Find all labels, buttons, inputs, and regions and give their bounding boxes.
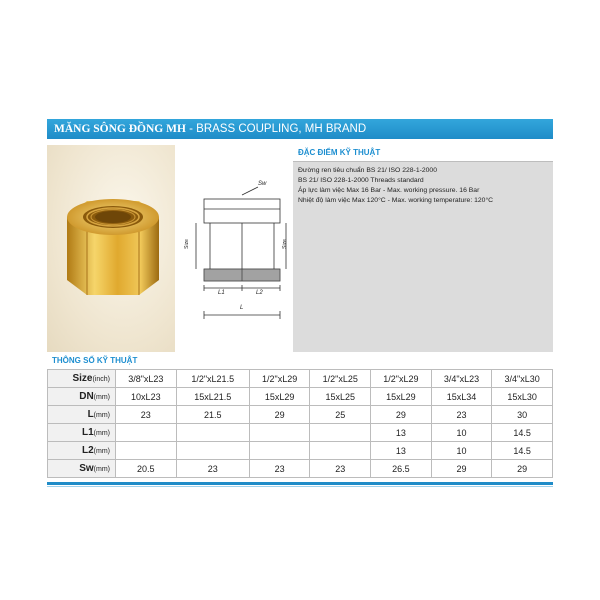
table-cell: 23 [176,460,249,478]
table-cell [310,424,371,442]
table-cell: 10 [431,424,492,442]
table-cell: 29 [371,406,432,424]
bottom-divider [47,486,553,487]
row-label-name: DN [79,391,94,402]
table-cell: 14.5 [492,424,553,442]
table-cell [116,442,177,460]
spec-line-temperature: Nhiệt độ làm việc Max 120°C - Max. working temperature: 120°C [298,197,494,204]
table-row [48,442,553,460]
size-left-label: Size [183,239,190,249]
technical-specs-panel [293,145,553,352]
bottom-accent-bar [47,482,553,485]
row-label-name: L1 [82,427,94,438]
table-cell [176,424,249,442]
row-label [48,460,116,478]
table-cell: 13 [371,424,432,442]
table-row [48,370,553,388]
table-title: THÔNG SỐ KỸ THUẬT [52,356,138,365]
l1-label: L1 [218,290,225,296]
table-cell: 23 [431,406,492,424]
table-cell: 29 [431,460,492,478]
row-label-unit: (mm) [93,466,110,473]
brass-coupling-image [47,145,175,352]
table-cell: 15xL25 [310,388,371,406]
table-cell: 20.5 [116,460,177,478]
table-cell: 3/4"xL30 [492,370,553,388]
table-cell [176,442,249,460]
table-cell: 3/4"xL23 [431,370,492,388]
table-cell: 1/2"xL21.5 [176,370,249,388]
table-cell [310,442,371,460]
table-cell: 23 [116,406,177,424]
size-right-label: Size [281,239,288,249]
table-cell: 15xL34 [431,388,492,406]
sw-label: Sw [258,181,267,187]
spec-line-pressure: Áp lực làm việc Max 16 Bar - Max. working pressure. 16 Bar [298,187,480,194]
table-cell: 1/2"xL29 [371,370,432,388]
table-cell: 23 [310,460,371,478]
table-row [48,424,553,442]
specifications-table [47,369,553,478]
table-cell: 3/8"xL23 [116,370,177,388]
row-label-name: Sw [79,463,94,474]
row-label-name: L2 [82,445,94,456]
table-cell: 15xL29 [371,388,432,406]
table-cell: 1/2"xL25 [310,370,371,388]
table-cell: 1/2"xL29 [249,370,310,388]
table-row [48,460,553,478]
specs-heading: ĐẶC ĐIỂM KỸ THUẬT [293,145,553,162]
product-photo [47,145,175,352]
row-label-name: L [87,409,94,420]
table-cell: 10xL23 [116,388,177,406]
table-cell: 29 [249,406,310,424]
row-label [48,442,116,460]
row-label-unit: (mm) [93,412,110,419]
banner-title-en: - BRASS COUPLING, MH BRAND [185,123,367,135]
table-cell: 25 [310,406,371,424]
row-label-name: Size [72,373,93,384]
row-label-unit: (inch) [92,376,110,383]
l-label: L [240,305,244,311]
table-row [48,388,553,406]
table-cell: 26.5 [371,460,432,478]
table-cell [116,424,177,442]
row-label [48,406,116,424]
l2-label: L2 [256,290,263,296]
section-banner [47,119,553,139]
table-cell: 15xL21.5 [176,388,249,406]
table-row [48,406,553,424]
coupling-cross-section-drawing [182,145,292,352]
table-cell: 10 [431,442,492,460]
table-cell: 13 [371,442,432,460]
table-cell: 29 [492,460,553,478]
row-label [48,370,116,388]
specs-list [293,162,553,206]
row-label [48,388,116,406]
table-cell: 23 [249,460,310,478]
table-cell: 30 [492,406,553,424]
table-cell: 21.5 [176,406,249,424]
spec-line-thread-vn: Đường ren tiêu chuẩn BS 21/ ISO 228-1-2000 [298,167,437,174]
table-cell: 15xL29 [249,388,310,406]
row-label [48,424,116,442]
table-cell [249,442,310,460]
row-label-unit: (mm) [93,448,110,455]
spec-line-thread-en: BS 21/ ISO 228-1-2000 Threads standard [298,177,424,184]
table-cell: 15xL30 [492,388,553,406]
table-cell [249,424,310,442]
table-cell: 14.5 [492,442,553,460]
dimension-diagram [182,145,292,352]
row-label-unit: (mm) [93,430,110,437]
row-label-unit: (mm) [93,394,110,401]
banner-title-vn: MĂNG SÔNG ĐỒNG MH [54,123,186,135]
